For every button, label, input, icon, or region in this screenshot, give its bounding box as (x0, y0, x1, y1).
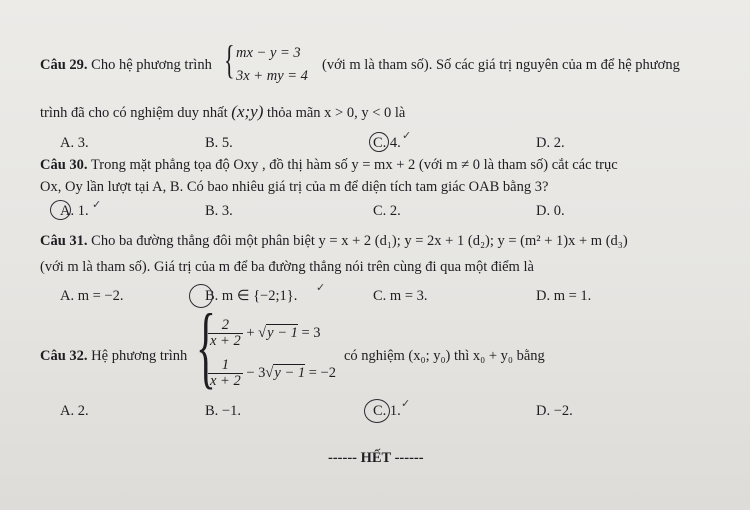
q29-pair: (x;y) (231, 102, 264, 121)
q29-stem (40, 57, 212, 74)
q29-line2-text: trình đã cho có nghiệm duy nhất (40, 105, 228, 121)
q29-after: (với m là tham số). Số các giá trị nguyên của m để hệ phương (322, 57, 680, 73)
q32-option-a[interactable]: A. 2. (60, 403, 89, 419)
q29-eq2: 3x + my = 4 (236, 68, 308, 84)
q31-option-a[interactable]: A. m = −2. (60, 288, 124, 304)
q29-eq1: mx − y = 3 (236, 45, 301, 61)
q31-check-mark: ✓ (316, 281, 326, 294)
q29-option-c[interactable]: C. 4. (373, 135, 401, 151)
q29-label: Câu 29. (40, 57, 88, 73)
q32-eq1-radicand: y − 1 (267, 324, 298, 341)
q29-option-b[interactable]: B. 5. (205, 135, 233, 151)
q29-option-a[interactable]: A. 3. (60, 135, 89, 151)
q32-eq2-num: 1 (208, 358, 243, 374)
q32-option-c[interactable]: C. 1. (373, 403, 401, 419)
q32-eq1-den: x + 2 (210, 333, 241, 349)
q32-eq2-fraction (208, 358, 243, 389)
q32-eq1: $\frac{2}{x + 2}$ + √y − 1 = 3 (210, 317, 321, 349)
q31-option-b[interactable]: B. m ∈ {−2;1}. (205, 288, 298, 304)
q30-option-d[interactable]: D. 0. (536, 203, 565, 219)
q29-line2 (40, 102, 405, 122)
q31-label: Câu 31. (40, 233, 88, 249)
q32-eq1-rhs: = 3 (301, 324, 321, 341)
q29-line2b: thỏa mãn x > 0, y < 0 là (266, 105, 406, 121)
q30-label: Câu 30. (40, 157, 88, 173)
q30-line1-text: Trong mặt phẳng tọa độ Oxy , đồ thị hàm số y = mx + 2 (với m ≠ 0 là tham số) cắt các trục (90, 157, 618, 173)
q32-eq1-plus: + (246, 324, 255, 341)
q32-eq2-den: x + 2 (210, 373, 241, 389)
q32-eq2-rhs: = −2 (308, 364, 336, 381)
q32-eq2-minus: − 3 (246, 364, 266, 381)
q32-brace: { (196, 295, 216, 397)
q31-option-d[interactable]: D. m = 1. (536, 288, 592, 304)
q32-stem (40, 348, 187, 365)
q30-line1 (40, 157, 618, 174)
q30-option-b[interactable]: B. 3. (205, 203, 233, 219)
q31-line1 (40, 233, 628, 250)
q32-option-d[interactable]: D. −2. (536, 403, 573, 419)
q29-check-mark: ✓ (402, 129, 412, 142)
q30-option-c[interactable]: C. 2. (373, 203, 401, 219)
q32-eq2: $\frac{1}{x + 2}$ − 3√y − 1 = −2 (210, 357, 336, 389)
q29-brace: { (224, 37, 235, 82)
q32-label: Câu 32. (40, 348, 88, 364)
q31-line2: (với m là tham số). Giá trị của m để ba đường thẳng nói trên cùng đi qua một điểm là (40, 259, 534, 275)
q32-option-b[interactable]: B. −1. (205, 403, 241, 419)
q32-answer-circle (364, 399, 390, 423)
q29-answer-circle (369, 132, 389, 152)
q31-line1-text: Cho ba đường thẳng đôi một phân biệt y = x + 2 (d₁); y = 2x + 1 (d₂); y = (m² + 1)x + m (d₃) (91, 233, 628, 249)
q32-intro: Hệ phương trình (91, 348, 188, 364)
q32-after: có nghiệm (x₀; y₀) thì x₀ + y₀ bằng (344, 348, 545, 364)
q32-check-mark: ✓ (401, 397, 411, 410)
q30-answer-circle (50, 200, 71, 220)
end-marker: ------ HẾT ------ (328, 450, 424, 466)
q32-eq1-fraction (208, 318, 243, 349)
q30-line2: Ox, Oy lần lượt tại A, B. Có bao nhiêu giá trị của m để diện tích tam giác OAB bằng 3? (40, 179, 549, 195)
q30-option-a[interactable]: A. 1. (60, 203, 89, 219)
q32-eq2-radicand: y − 1 (274, 364, 306, 381)
q30-check-mark: ✓ (92, 198, 102, 211)
q31-option-c[interactable]: C. m = 3. (373, 288, 428, 304)
q32-eq1-num: 2 (208, 318, 243, 334)
q29-intro: Cho hệ phương trình (91, 57, 212, 73)
q29-option-d[interactable]: D. 2. (536, 135, 565, 151)
